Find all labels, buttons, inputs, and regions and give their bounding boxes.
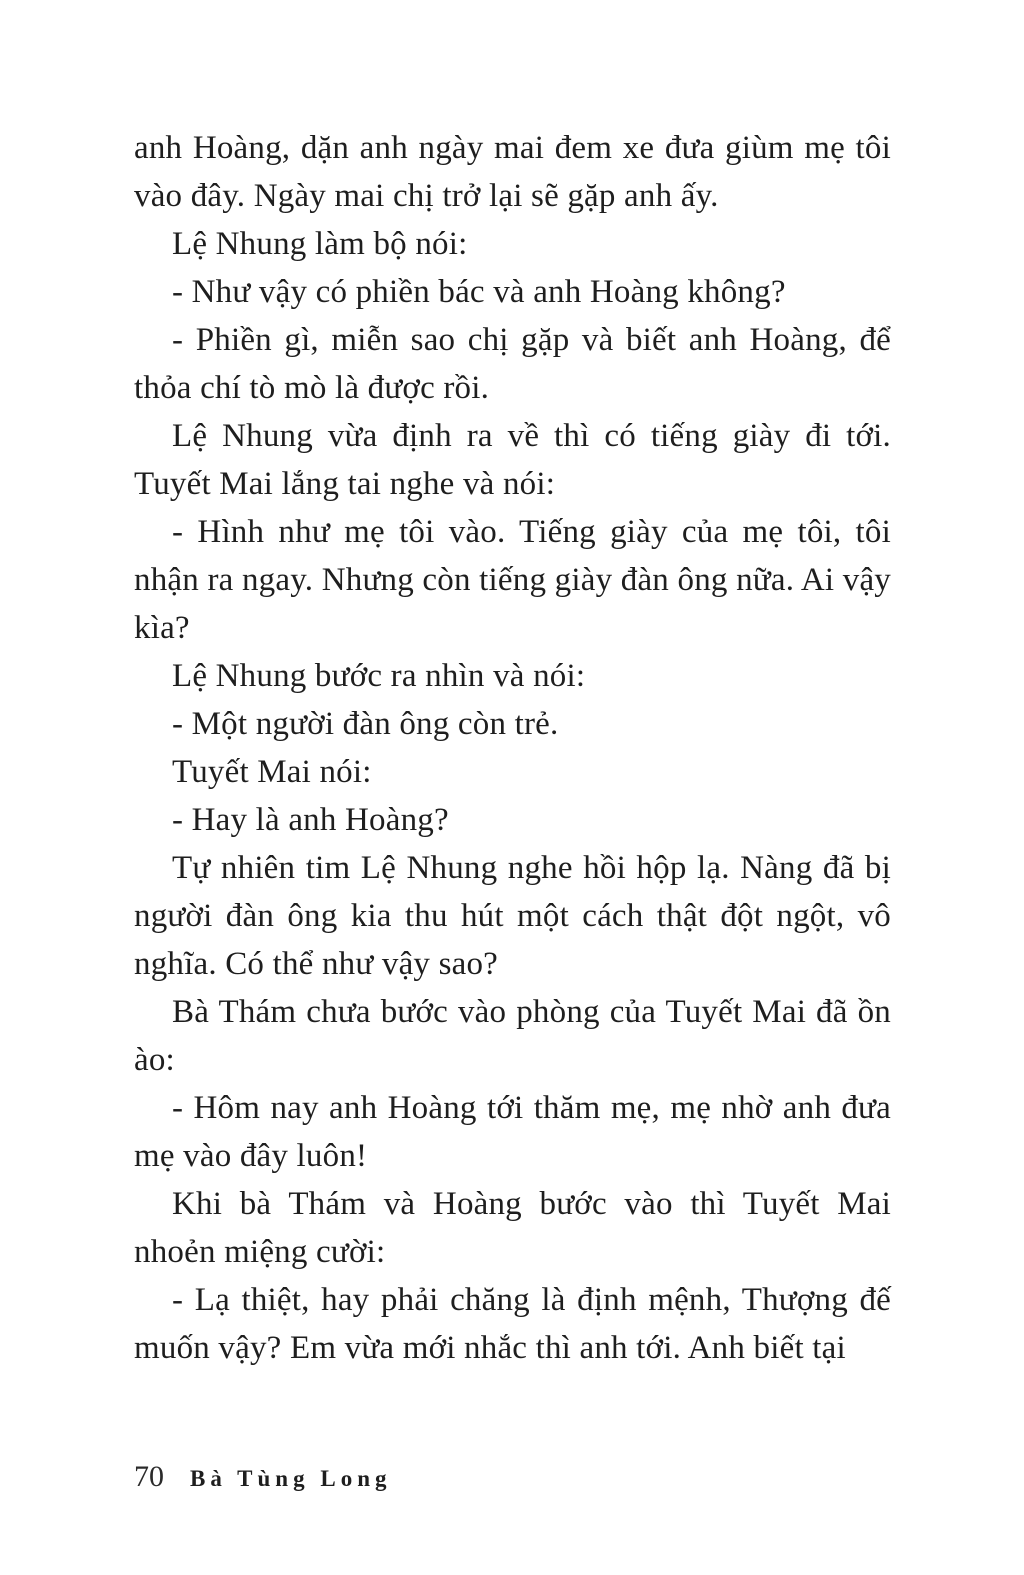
paragraph: Lệ Nhung bước ra nhìn và nói: [172, 658, 586, 694]
running-footer-author: Bà Tùng Long [190, 1466, 392, 1491]
page-number: 70 [134, 1460, 164, 1493]
paragraph: - Hay là anh Hoàng? [172, 802, 449, 838]
body-text [134, 124, 891, 1372]
paragraph: - Phiền gì, miễn sao chị gặp và biết anh Hoàng, để thỏa chí tò mò là được rồi. [134, 322, 891, 406]
paragraph: Lệ Nhung vừa định ra về thì có tiếng giày đi tới. Tuyết Mai lắng tai nghe và nói: [134, 418, 891, 502]
paragraph: Bà Thám chưa bước vào phòng của Tuyết Mai đã ồn ào: [134, 994, 891, 1078]
paragraph: - Lạ thiệt, hay phải chăng là định mệnh, Thượng đế muốn vậy? Em vừa mới nhắc thì anh tới. Anh biết tại [134, 1282, 891, 1366]
paragraph: Tuyết Mai nói: [172, 754, 372, 790]
paragraph: - Hình như mẹ tôi vào. Tiếng giày của mẹ tôi, tôi nhận ra ngay. Nhưng còn tiếng giày đàn ông nữa. Ai vậy kìa? [134, 514, 891, 646]
paragraph: Lệ Nhung làm bộ nói: [172, 226, 468, 262]
paragraph: - Hôm nay anh Hoàng tới thăm mẹ, mẹ nhờ anh đưa mẹ vào đây luôn! [134, 1090, 891, 1174]
paragraph: anh Hoàng, dặn anh ngày mai đem xe đưa giùm mẹ tôi vào đây. Ngày mai chị trở lại sẽ gặp anh ấy. [134, 130, 891, 214]
paragraph: Khi bà Thám và Hoàng bước vào thì Tuyết Mai nhoẻn miệng cười: [134, 1186, 891, 1270]
paragraph: - Như vậy có phiền bác và anh Hoàng không? [172, 274, 786, 310]
page-footer [134, 1460, 391, 1494]
paragraph: - Một người đàn ông còn trẻ. [172, 706, 559, 742]
paragraph: Tự nhiên tim Lệ Nhung nghe hồi hộp lạ. Nàng đã bị người đàn ông kia thu hút một cách thật đột ngột, vô nghĩa. Có thể như vậy sao? [134, 850, 891, 982]
